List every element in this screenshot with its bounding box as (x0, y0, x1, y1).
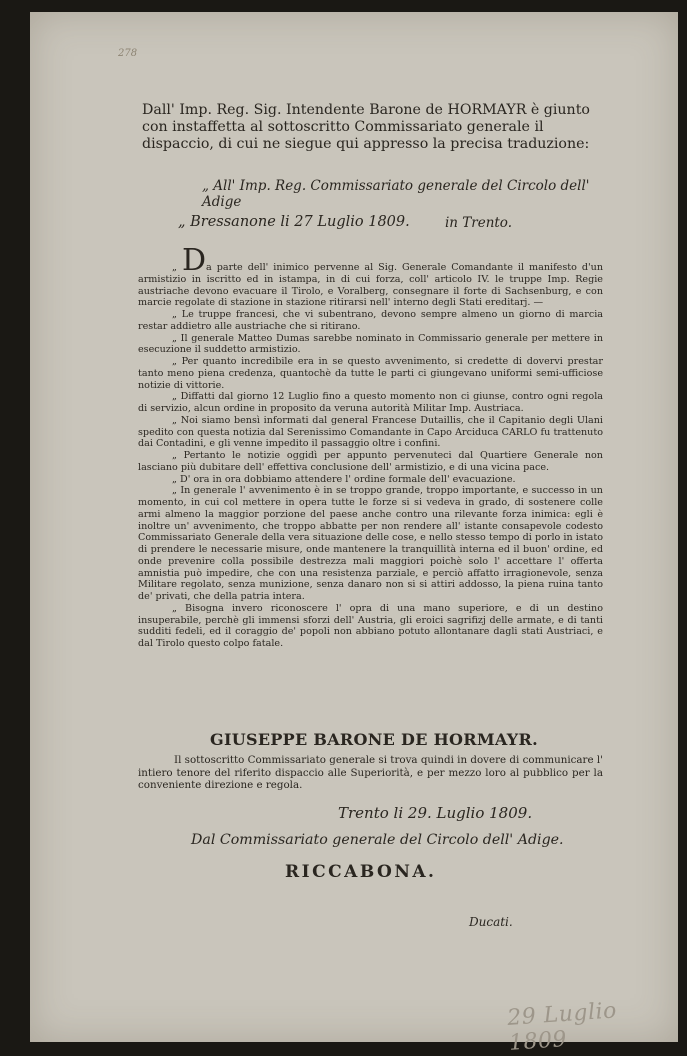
body-paragraph-1-text: a parte dell' inimico pervenne al Sig. Generale Comandante il manifesto d'un armistizio in iscritto ed in istampa, in di cui forza, coll' articolo IV. le truppe Imp. Regie austriache devono evacuare il Tirolo, e Voralberg, consegnare il forte di Sachsenburg, e con marcie regolate di stazione in stazione ritirarsi nell' interno degli Stati ereditarj. — (138, 262, 603, 309)
body-paragraph-8: „ D' ora in ora dobbiamo attendere l' ordine formale dell' evacuazione. (172, 473, 516, 485)
address-line-1: „ All' Imp. Reg. Commissariato generale del Circolo dell' Adige (202, 178, 590, 210)
body-paragraph-4: „ Per quanto incredibile era in se questo avvenimento, si credette di dovervi prestar tanto meno piena credenza, quantochè da tutte le parti ci giungevano uniformi semi-ufficiose notizie di vittorie. (138, 356, 603, 391)
signature-riccabona: RICCABONA. (285, 862, 437, 882)
issuer-line: Dal Commissariato generale del Circolo dell' Adige. (191, 832, 564, 848)
closing-paragraph: Il sottoscritto Commissariato generale si trova quindi in dovere di communicare l' intiero tenore del riferito dispaccio alle Superiorità, e per mezzo loro al pubblico per la conveniente direzione e regola. (138, 754, 603, 792)
body-paragraph-1: „ Da parte dell' inimico pervenne al Sig. Generale Comandante il manifesto d'un armistizio in iscritto ed in istampa, in di cui forza, coll' articolo IV. le truppe Imp. Regie austriache devono evacuare il Tirolo, e Voralberg, consegnare il forte di Sachsenburg, e con marcie regolate di stazione in stazione ritirarsi nell' interno degli Stati ereditarj. — (138, 243, 603, 309)
body-paragraph-3: „ Il generale Matteo Dumas sarebbe nominato in Commissario generale per mettere in esecuzione il suddetto armistizio. (138, 332, 603, 356)
body-paragraph-6: „ Noi siamo bensì informati dal general Francese Dutaillis, che il Capitanio degli Ulani spedito con questa notizia dal Serenissimo Comandante in Capo Arciduca CARLO fu trattenuto dai Contadini, e gli venne impedito il passaggio oltre i confini. (138, 414, 603, 450)
place-date: Trento li 29. Luglio 1809. (338, 804, 533, 822)
signature-hormayr: GIUSEPPE BARONE DE HORMAYR. (210, 730, 538, 749)
page-number: 278 (118, 48, 138, 59)
handwritten-date: 29 Luglio 1809 (506, 998, 618, 1056)
dispatch-dateline: „ Bressanone li 27 Luglio 1809. (178, 214, 410, 230)
drop-cap: D (181, 243, 207, 278)
body-paragraph-5: „ Diffatti dal giorno 12 Luglio fino a questo momento non ci giunse, contro ogni regola di servizio, alcun ordine in proposito da veruna autorità Militar Imp. Austriaca. (138, 391, 603, 414)
printer-name: Ducati. (469, 915, 513, 929)
body-paragraph-2: „ Le truppe francesi, che vi subentrano, devono sempre almeno un giorno di marcia restar addietro alle austriache che si ritirano. (138, 309, 603, 332)
intro-paragraph: Dall' Imp. Reg. Sig. Intendente Barone de HORMAYR è giunto con instaffetta al sottoscritto Commissariato generale il dispaccio, di cui ne siegue qui appresso la precisa traduzione: (142, 102, 590, 152)
document-sheet (30, 12, 678, 1056)
body-paragraph-9: „ In generale l' avvenimento è in se troppo grande, troppo importante, e successo in un momento, in cui col mettere in opera tutte le forze si si vedeva in grado, di sostenere colle armi almeno la maggior porzione del paese anche contro una rilevante forza inimica: egli è inoltre un' avvenimento, che troppo abbatte per non rendere all' istante consapevole codesto Commissariato Generale della vera situazione delle cose, e nello stesso tempo di porlo in istato di prendere le necessarie misure, onde mantenere la tranquillità interna ed il buon' ordine, ed onde prevenire colla possibile destrezza mali maggiori poichè solo l' accettare l' offerta amnistia può impedire, che con una resistenza parziale, e perciò affatto irragionevole, senza Militare regolato, senza munizione, senza danaro non si si attiri addosso, la piena ruina tanto de' privati, che della patria intera. (138, 485, 603, 602)
body-paragraph-10: „ Bisogna invero riconoscere l' opra di una mano superiore, e di un destino insuperabile, perchè gli immensi sforzi dell' Austria, gli eroici sagrifizj delle armate, e di tanti sudditi fedeli, ed il coraggio de' popoli non abbiano potuto allontanare dagli stati Austriaci, e dal Tirolo questo colpo fatale. (138, 602, 603, 649)
address-line-2: in Trento. (444, 215, 512, 231)
dispatch-body (138, 243, 603, 650)
body-paragraph-7: „ Pertanto le notizie oggidì per appunto pervenuteci dal Quartiere Generale non lasciano più dubitare dell' effettiva conclusione dell' armistizio, e di una vicina pace. (138, 450, 603, 473)
